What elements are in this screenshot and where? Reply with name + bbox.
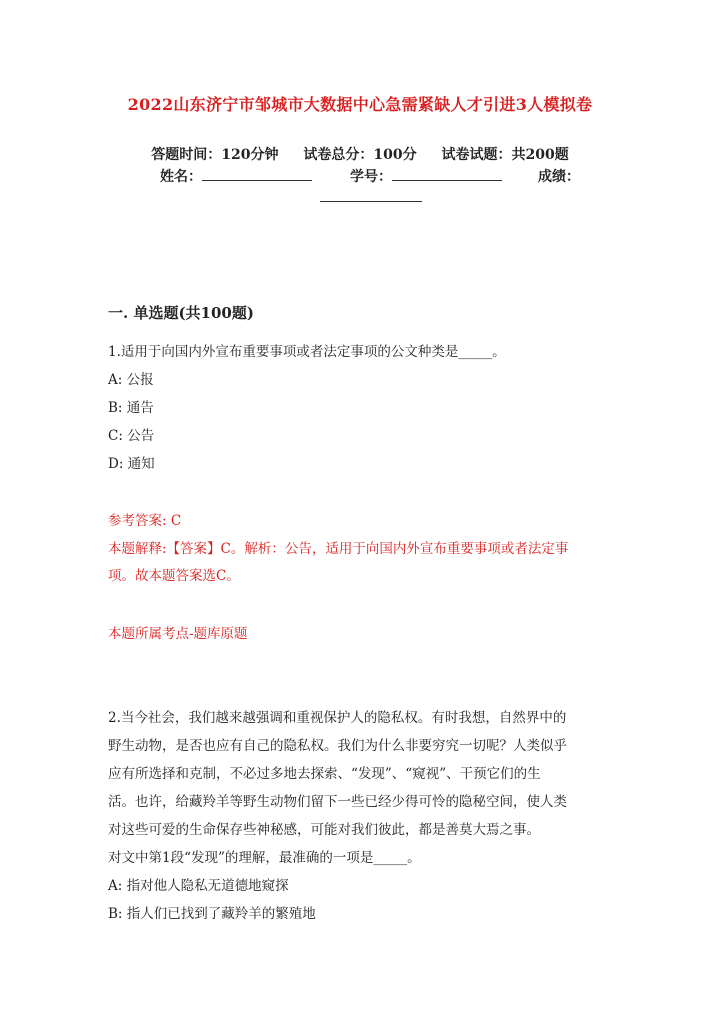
- name-blank[interactable]: [202, 167, 312, 181]
- question-1-source: 本题所属考点-题库原题: [108, 626, 248, 642]
- question-1-explanation-line-2: 项。故本题答案选C。: [108, 568, 240, 584]
- question-1-answer: 参考答案: C: [108, 513, 182, 529]
- question-1-option-a: A: 公报: [108, 372, 154, 388]
- question-2-line: 应有所选择和克制，不必过多地去探索、“发现”、“窥视”、干预它们的生: [108, 766, 541, 782]
- question-2-option-b: B: 指人们已找到了藏羚羊的繁殖地: [108, 906, 316, 922]
- grade-blank[interactable]: [320, 188, 422, 202]
- exam-count: 试卷试题：共200题: [441, 147, 569, 163]
- grade-label: 成绩：: [538, 169, 580, 185]
- name-field: [160, 166, 312, 186]
- question-2-line: 野生动物，是否也应有自己的隐私权。我们为什么非要穷究一切呢？人类似乎: [108, 738, 567, 754]
- question-2-passage: [108, 704, 608, 928]
- question-2-line: 对这些可爱的生命保存些神秘感，可能对我们彼此，都是善莫大焉之事。: [108, 822, 540, 838]
- exam-title: 2022山东济宁市邹城市大数据中心急需紧缺人才引进3人模拟卷: [127, 95, 593, 114]
- question-1-option-b: B: 通告: [108, 400, 154, 416]
- grade-field: [538, 166, 580, 186]
- exam-time: 答题时间：120分钟: [151, 147, 279, 163]
- question-2-option-a: A: 指对他人隐私无道德地窥探: [108, 878, 289, 894]
- id-field: [350, 166, 502, 186]
- question-2-line: 活。也许，给藏羚羊等野生动物们留下一些已经少得可怜的隐秘空间，使人类: [108, 794, 567, 810]
- question-1-option-d: D: 通知: [108, 456, 155, 472]
- exam-score: 试卷总分：100分: [303, 147, 417, 163]
- id-blank[interactable]: [392, 167, 502, 181]
- question-1-explanation-line-1: 本题解释:【答案】C。解析：公告，适用于向国内外宣布重要事项或者法定事: [108, 541, 569, 557]
- question-2-stem: 对文中第1段“发现”的理解，最准确的一项是_____。: [108, 850, 421, 866]
- grade-blank-row: [320, 188, 422, 206]
- exam-meta: [0, 144, 720, 164]
- section-title: 一. 单选题(共100题): [108, 304, 254, 322]
- name-label: 姓名：: [160, 169, 202, 185]
- id-label: 学号：: [350, 169, 392, 185]
- question-2-line: 2.当今社会，我们越来越强调和重视保护人的隐私权。有时我想，自然界中的: [108, 710, 567, 726]
- question-1-stem: 1.适用于向国内外宣布重要事项或者法定事项的公文种类是_____。: [108, 344, 506, 360]
- question-1-option-c: C: 公告: [108, 428, 155, 444]
